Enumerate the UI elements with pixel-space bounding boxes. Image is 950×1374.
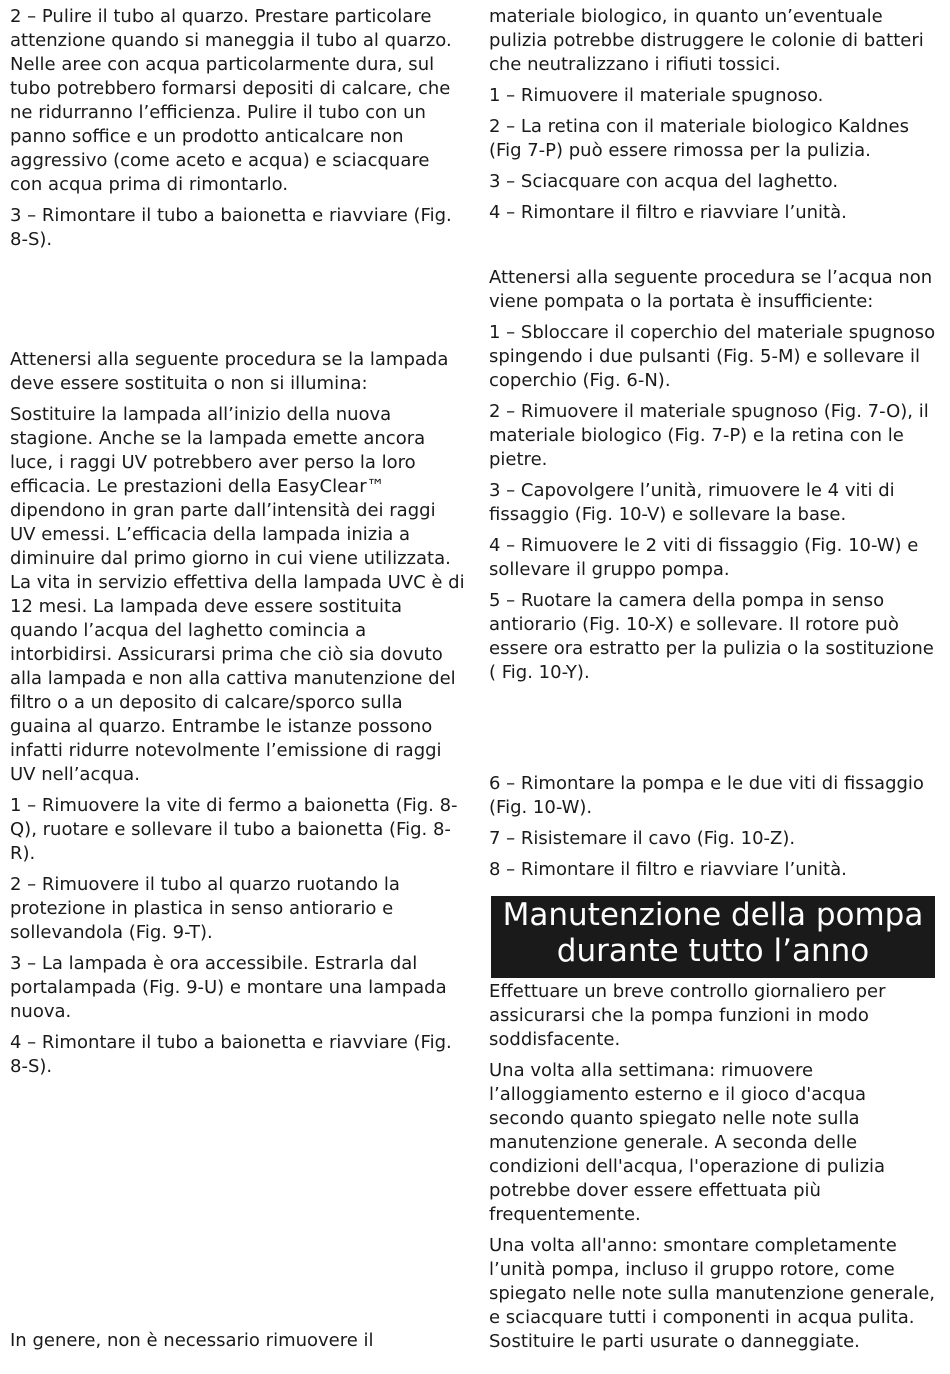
reassembly-steps	[489, 772, 941, 889]
paragraph: 4 – Rimontare il tubo a baionetta e riavviare (Fig. 8-S).	[10, 1032, 452, 1077]
paragraph: Effettuare un breve controllo giornaliero per assicurarsi che la pompa funzioni in modo soddisfacente.	[489, 981, 886, 1050]
paragraph: 4 – Rimontare il filtro e riavviare l’unità.	[489, 202, 847, 223]
heading-line: durante tutto l’anno	[556, 933, 870, 969]
paragraph: 3 – La lampada è ora accessibile. Estrarla dal portalampada (Fig. 9-U) e montare una lampada nuova.	[10, 953, 447, 1022]
heading-line: Manutenzione della pompa	[502, 897, 924, 933]
paragraph: In genere, non è necessario rimuovere il	[10, 1330, 374, 1351]
paragraph: 4 – Rimuovere le 2 viti di fissaggio (Fig. 10-W) e sollevare il gruppo pompa.	[489, 535, 919, 580]
biological-media-steps	[489, 5, 941, 232]
paragraph: Sostituire la lampada all’inizio della nuova stagione. Anche se la lampada emette ancora luce, i raggi UV potrebbero aver perso la loro efficacia. Le prestazioni della EasyClear™ dipendono in gran parte dall’intensità dei raggi UV emessi. L’efficacia della lampada inizia a diminuire dal primo giorno in cui viene utilizzata. La vita in servizio effettiva della lampada UVC è di 12 mesi. La lampada deve essere sostituita quando l’acqua del laghetto comincia a intorbidirsi. Assicurarsi prima che ciò sia dovuto alla lampada e non alla cattiva manutenzione del filtro o a un deposito di calcare/sporco sulla guaina al quarzo. Entrambe le istanze possono infatti ridurre notevolmente l’emissione di raggi UV nell’acqua.	[10, 404, 465, 785]
quartz-cleaning-steps	[10, 5, 465, 259]
paragraph: Una volta alla settimana: rimuovere l’alloggiamento esterno e il gioco d'acqua secondo quanto spiegato nelle note sulla manutenzione generale. A seconda delle condizioni dell'acqua, l'operazione di pulizia potrebbe dover essere effettuata più frequentemente.	[489, 1060, 886, 1225]
paragraph: 8 – Rimontare il filtro e riavviare l’unità.	[489, 859, 847, 880]
paragraph: 2 – La retina con il materiale biologico Kaldnes (Fig 7-P) può essere rimossa per la pulizia.	[489, 116, 909, 161]
section-heading	[491, 896, 935, 978]
paragraph: Attenersi alla seguente procedura se l’acqua non viene pompata o la portata è insufficiente:	[489, 267, 933, 312]
paragraph: 6 – Rimontare la pompa e le due viti di fissaggio (Fig. 10-W).	[489, 773, 924, 818]
paragraph: Una volta all'anno: smontare completamente l’unità pompa, incluso il gruppo rotore, come spiegato nelle note sulla manutenzione generale, e sciacquare tutti i componenti in acqua pulita. Sostituire le parti usurate o danneggiate.	[489, 1235, 936, 1352]
paragraph: Attenersi alla seguente procedura se la lampada deve essere sostituita o non si illumina:	[10, 349, 449, 394]
paragraph: 3 – Rimontare il tubo a baionetta e riavviare (Fig. 8-S).	[10, 205, 452, 250]
paragraph: 3 – Sciacquare con acqua del laghetto.	[489, 171, 839, 192]
yearly-maintenance-section	[489, 980, 941, 1361]
biological-media-intro	[10, 1329, 465, 1360]
paragraph: 1 – Rimuovere il materiale spugnoso.	[489, 85, 824, 106]
paragraph: 2 – Rimuovere il materiale spugnoso (Fig. 7-O), il materiale biologico (Fig. 7-P) e la retina con le pietre.	[489, 401, 929, 470]
lamp-replacement-section	[10, 348, 465, 1086]
paragraph: 7 – Risistemare il cavo (Fig. 10-Z).	[489, 828, 796, 849]
paragraph: 1 – Rimuovere la vite di fermo a baionetta (Fig. 8-Q), ruotare e sollevare il tubo a baionetta (Fig. 8-R).	[10, 795, 458, 864]
paragraph: materiale biologico, in quanto un’eventuale pulizia potrebbe distruggere le colonie di batteri che neutralizzano i rifiuti tossici.	[489, 6, 924, 75]
paragraph: 5 – Ruotare la camera della pompa in senso antiorario (Fig. 10-X) e sollevare. Il rotore può essere ora estratto per la pulizia o la sostituzione ( Fig. 10-Y).	[489, 590, 934, 683]
paragraph: 3 – Capovolgere l’unità, rimuovere le 4 viti di fissaggio (Fig. 10-V) e sollevare la base.	[489, 480, 895, 525]
paragraph: 2 – Rimuovere il tubo al quarzo ruotando la protezione in plastica in senso antiorario e sollevandola (Fig. 9-T).	[10, 874, 400, 943]
paragraph: 2 – Pulire il tubo al quarzo. Prestare particolare attenzione quando si maneggia il tubo al quarzo. Nelle aree con acqua particolarmente dura, sul tubo potrebbero formarsi depositi di calcare, che ne ridurranno l’efficienza. Pulire il tubo con un panno soffice e un prodotto anticalcare non aggressivo (come aceto e acqua) e sciacquare con acqua prima di rimontarlo.	[10, 6, 452, 195]
paragraph: 1 – Sbloccare il coperchio del materiale spugnoso spingendo i due pulsanti (Fig. 5-M) e sollevare il coperchio (Fig. 6-N).	[489, 322, 936, 391]
pump-troubleshooting-section	[489, 266, 941, 692]
